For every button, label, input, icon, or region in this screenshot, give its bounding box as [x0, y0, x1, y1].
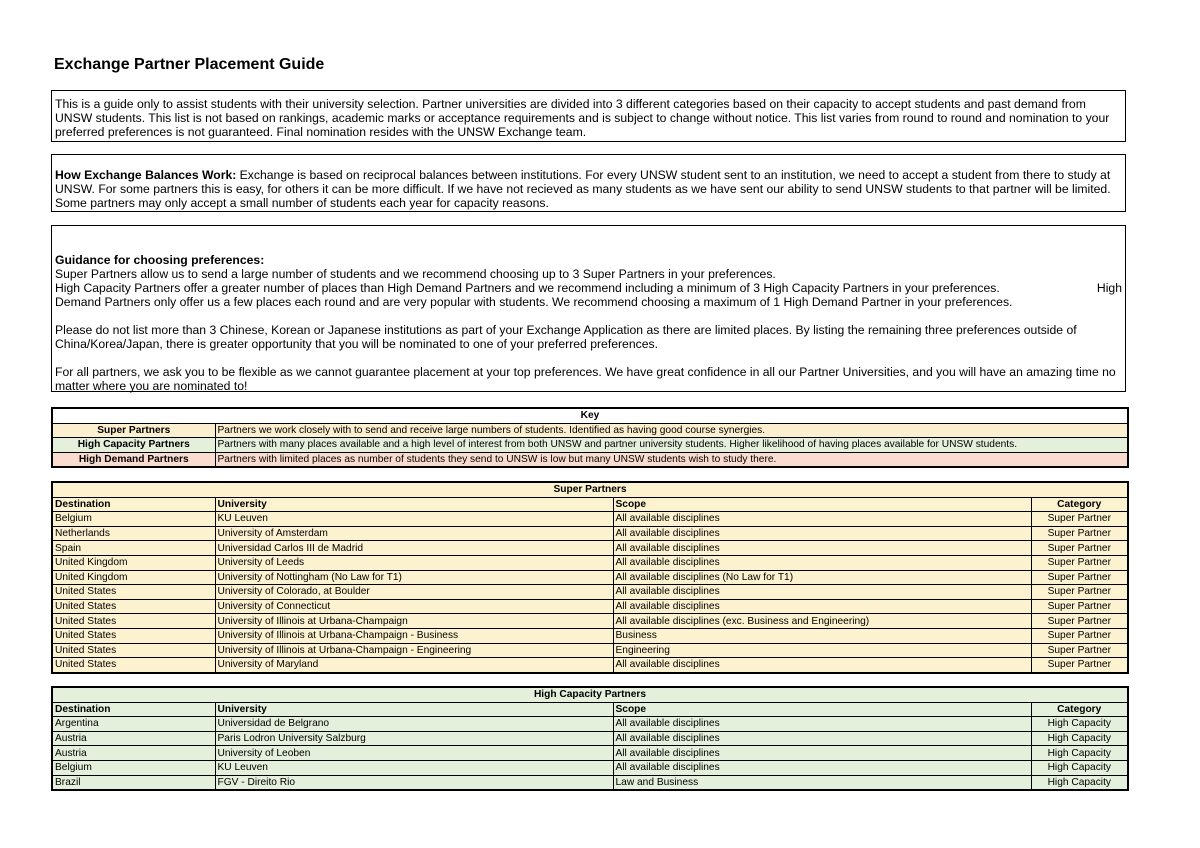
table-row [52, 512, 1128, 527]
cell-scope: Law and Business [613, 775, 1031, 790]
cell-category: High Capacity [1031, 731, 1128, 746]
intro-text: This is a guide only to assist students with their university selection. Partner universities are divided into 3 different categories based on their capacity to accept students and past demand from UNSW students. This list is not based on rankings, academic marks or acceptance requirements and is subject to change without notice. This list varies from round to round and nomination to your preferred preferences is not guaranteed. Final nomination resides with the UNSW Exchange team. [55, 97, 1110, 139]
table-row [52, 570, 1128, 585]
table-row [52, 555, 1128, 570]
cell-destination: Belgium [52, 760, 215, 775]
table-row [52, 746, 1128, 761]
table-row [52, 585, 1128, 600]
guidance-line-1: Super Partners allow us to send a large number of students and we recommend choosing up to 3 Super Partners in your preferences. [55, 267, 776, 281]
table-row [52, 775, 1128, 790]
cell-scope: All available disciplines [613, 599, 1031, 614]
intro-box [51, 90, 1126, 142]
table-row [52, 717, 1128, 732]
cell-destination: United States [52, 658, 215, 673]
table-title: Super Partners [52, 482, 1128, 497]
cell-category: Super Partner [1031, 599, 1128, 614]
table-title: High Capacity Partners [52, 687, 1128, 702]
cell-university: University of Amsterdam [215, 526, 613, 541]
cell-destination: United States [52, 628, 215, 643]
column-header-university: University [215, 702, 613, 717]
cell-destination: United States [52, 614, 215, 629]
guidance-para-3: For all partners, we ask you to be flexible as we cannot guarantee placement at your top preferences. We have great confidence in all our Partner Universities, and you will have an amazing time no matter where you are nominated to! [55, 365, 1116, 393]
cell-scope: All available disciplines [613, 541, 1031, 556]
balances-heading: How Exchange Balances Work: [55, 168, 237, 182]
table-row [52, 760, 1128, 775]
cell-category: Super Partner [1031, 643, 1128, 658]
cell-university: KU Leuven [215, 760, 613, 775]
cell-university: University of Illinois at Urbana-Champaign [215, 614, 613, 629]
balances-paragraph [55, 168, 1122, 210]
cell-scope: All available disciplines (No Law for T1) [613, 570, 1031, 585]
cell-category: High Capacity [1031, 746, 1128, 761]
column-header-destination: Destination [52, 702, 215, 717]
cell-university: Paris Lodron University Salzburg [215, 731, 613, 746]
cell-destination: Belgium [52, 512, 215, 527]
column-header-scope: Scope [613, 497, 1031, 512]
table-row [52, 526, 1128, 541]
cell-scope: All available disciplines [613, 526, 1031, 541]
cell-scope: All available disciplines [613, 512, 1031, 527]
key-row-high-demand [52, 452, 1128, 467]
key-label: High Capacity Partners [52, 438, 215, 453]
key-description: Partners we work closely with to send and receive large numbers of students. Identified as having good course synergies. [215, 423, 1128, 438]
guidance-line-2b: High [1096, 281, 1122, 295]
key-label: Super Partners [52, 423, 215, 438]
guidance-para-2: Please do not list more than 3 Chinese, Korean or Japanese institutions as part of your Exchange Application as there are limited places. By listing the remaining three preferences outside of China/Korea/Japan, there is greater opportunity that you will be nominated to one of your preferred preferences. [55, 323, 1077, 351]
guidance-heading: Guidance for choosing preferences: [55, 253, 265, 267]
balances-box [51, 154, 1126, 212]
guidance-line-2: High Capacity Partners offer a greater number of places than High Demand Partners and we recommend including a minimum of 3 High Capacity Partners in your preferences. [55, 281, 1000, 295]
cell-category: Super Partner [1031, 512, 1128, 527]
table-row [52, 658, 1128, 673]
column-header-scope: Scope [613, 702, 1031, 717]
table-row [52, 541, 1128, 556]
table-row [52, 628, 1128, 643]
table-row [52, 614, 1128, 629]
cell-category: High Capacity [1031, 775, 1128, 790]
cell-category: Super Partner [1031, 570, 1128, 585]
table-row [52, 599, 1128, 614]
column-header-destination: Destination [52, 497, 215, 512]
key-table [51, 407, 1129, 468]
table-row [52, 643, 1128, 658]
cell-category: Super Partner [1031, 526, 1128, 541]
key-row-super [52, 423, 1128, 438]
guidance-line-2-row [55, 281, 1122, 295]
column-header-university: University [215, 497, 613, 512]
cell-category: Super Partner [1031, 658, 1128, 673]
table-row [52, 731, 1128, 746]
cell-destination: Netherlands [52, 526, 215, 541]
column-header-category: Category [1031, 702, 1128, 717]
high-capacity-partners-table [51, 686, 1129, 791]
cell-destination: United States [52, 643, 215, 658]
guidance-line-3: Demand Partners only offer us a few places each round and are very popular with students. We recommend choosing a maximum of 1 High Demand Partner in your preferences. [55, 295, 1013, 309]
cell-university: University of Colorado, at Boulder [215, 585, 613, 600]
cell-destination: Austria [52, 746, 215, 761]
cell-university: University of Illinois at Urbana-Champaign - Engineering [215, 643, 613, 658]
key-description: Partners with many places available and a high level of interest from both UNSW and partner university students. Higher likelihood of having places available for UNSW students. [215, 438, 1128, 453]
super-partners-table [51, 481, 1129, 674]
cell-destination: United States [52, 585, 215, 600]
cell-category: Super Partner [1031, 614, 1128, 629]
cell-scope: All available disciplines [613, 760, 1031, 775]
guidance-box [51, 225, 1126, 392]
cell-category: Super Partner [1031, 541, 1128, 556]
cell-university: KU Leuven [215, 512, 613, 527]
cell-scope: All available disciplines [613, 585, 1031, 600]
key-label: High Demand Partners [52, 452, 215, 467]
cell-scope: All available disciplines (exc. Business and Engineering) [613, 614, 1031, 629]
cell-category: High Capacity [1031, 717, 1128, 732]
cell-university: Universidad Carlos III de Madrid [215, 541, 613, 556]
cell-scope: All available disciplines [613, 746, 1031, 761]
cell-destination: United Kingdom [52, 570, 215, 585]
cell-destination: Austria [52, 731, 215, 746]
balances-text: Exchange is based on reciprocal balances between institutions. For every UNSW student sent to an institution, we need to accept a student from there to study at UNSW. For some partners this is easy, for others it can be more difficult. If we have not recieved as many students as we have sent our ability to send UNSW students to that partner will be limited. Some partners may only accept a small number of students each year for capacity reasons. [55, 168, 1111, 210]
cell-university: Universidad de Belgrano [215, 717, 613, 732]
cell-scope: Business [613, 628, 1031, 643]
key-title: Key [52, 408, 1128, 423]
cell-destination: United Kingdom [52, 555, 215, 570]
cell-category: Super Partner [1031, 585, 1128, 600]
cell-scope: All available disciplines [613, 717, 1031, 732]
cell-category: High Capacity [1031, 760, 1128, 775]
cell-university: FGV - Direito Rio [215, 775, 613, 790]
key-description: Partners with limited places as number of students they send to UNSW is low but many UNSW students wish to study there. [215, 452, 1128, 467]
cell-university: University of Connecticut [215, 599, 613, 614]
cell-scope: Engineering [613, 643, 1031, 658]
cell-scope: All available disciplines [613, 555, 1031, 570]
cell-destination: Brazil [52, 775, 215, 790]
cell-university: University of Maryland [215, 658, 613, 673]
cell-destination: United States [52, 599, 215, 614]
column-header-category: Category [1031, 497, 1128, 512]
cell-university: University of Nottingham (No Law for T1) [215, 570, 613, 585]
page-title: Exchange Partner Placement Guide [54, 56, 325, 73]
key-row-high-capacity [52, 438, 1128, 453]
cell-destination: Argentina [52, 717, 215, 732]
cell-category: Super Partner [1031, 555, 1128, 570]
cell-scope: All available disciplines [613, 731, 1031, 746]
cell-destination: Spain [52, 541, 215, 556]
cell-scope: All available disciplines [613, 658, 1031, 673]
cell-university: University of Illinois at Urbana-Champaign - Business [215, 628, 613, 643]
cell-university: University of Leoben [215, 746, 613, 761]
cell-category: Super Partner [1031, 628, 1128, 643]
cell-university: University of Leeds [215, 555, 613, 570]
